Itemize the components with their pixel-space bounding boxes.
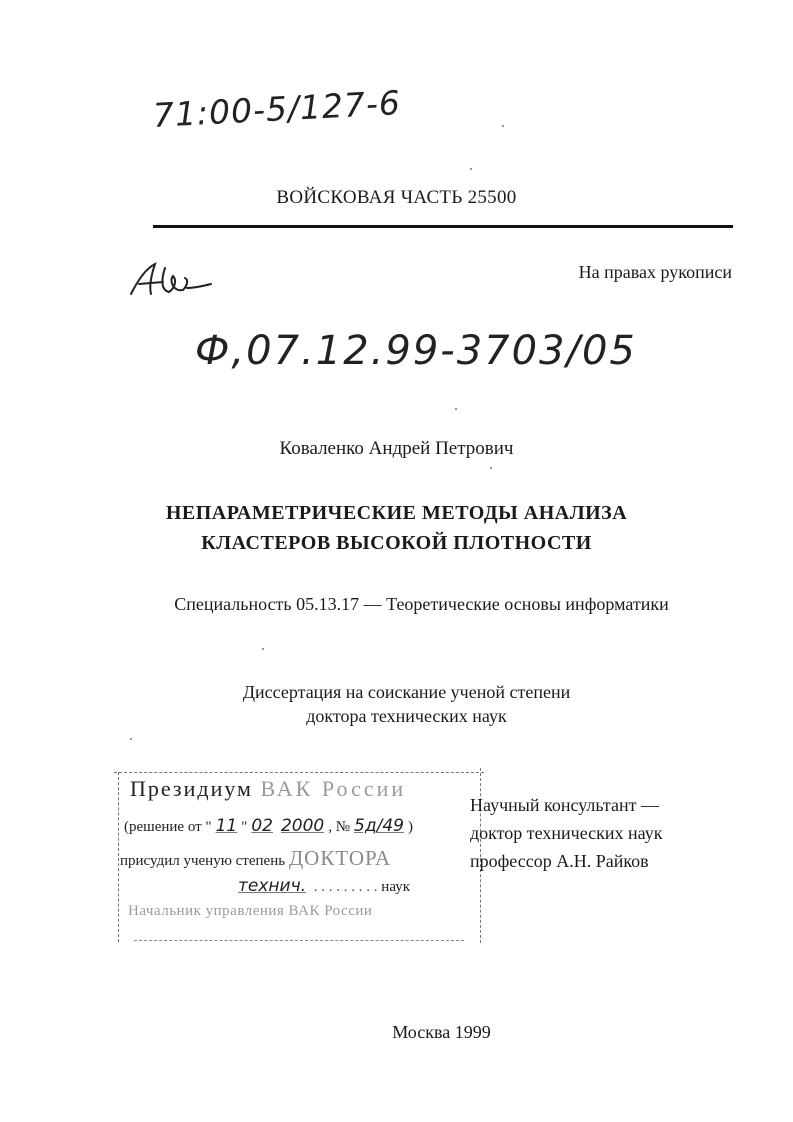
stamp-head-line: Начальник управления ВАК России xyxy=(128,903,373,919)
stamp-decision-suffix: ) xyxy=(407,819,413,835)
stamp-title-vak: ВАК России xyxy=(260,776,407,801)
stamp-awarded-line xyxy=(120,846,391,871)
signature-scribble-icon xyxy=(125,258,215,303)
stamp-field-line xyxy=(234,876,410,896)
dissertation-title xyxy=(0,498,793,558)
stamp-frame-bottom xyxy=(134,940,464,941)
stamp-decision-number: 5д/49 xyxy=(354,816,404,836)
archive-code-handwritten: 71:00-5/127-6 xyxy=(152,83,402,135)
scan-speck xyxy=(470,168,472,170)
specialty: Специальность 05.13.17 — Теоретические основы информатики xyxy=(174,594,669,614)
dissertation-line-2: доктора технических наук xyxy=(306,706,507,726)
rights-note: На правах рукописи xyxy=(578,262,732,282)
vak-stamp xyxy=(104,768,484,948)
stamp-title xyxy=(130,776,406,802)
stamp-title-presidium: Президиум xyxy=(130,776,253,801)
stamp-field-handwritten: технич. xyxy=(238,876,307,896)
scan-speck xyxy=(262,648,264,650)
initials-signature xyxy=(125,258,215,308)
stamp-decision-no-label: , № xyxy=(328,819,351,835)
scan-speck xyxy=(490,467,492,469)
stamp-field-suffix: наук xyxy=(381,879,411,895)
stamp-awarded-text: присудил ученую степень xyxy=(120,853,286,869)
stamp-decision-line xyxy=(124,816,413,836)
stamp-decision-mid: " xyxy=(241,819,248,835)
dissertation-degree xyxy=(0,680,793,728)
registration-number-handwritten: Ф,07.12.99-3703/05 xyxy=(195,328,637,374)
stamp-frame-left xyxy=(118,772,119,942)
stamp-decision-day: 11 xyxy=(215,816,238,836)
scientific-consultant xyxy=(470,791,663,875)
header-rule xyxy=(153,225,733,228)
consultant-line-2: доктор технических наук xyxy=(470,823,663,843)
stamp-decision-month: 02 xyxy=(251,816,273,836)
stamp-decision-year: 2000 xyxy=(280,816,325,836)
consultant-line-3: профессор А.Н. Райков xyxy=(470,851,649,871)
scan-speck xyxy=(130,738,132,740)
consultant-line-1: Научный консультант — xyxy=(470,795,659,815)
title-line-2: КЛАСТЕРОВ ВЫСОКОЙ ПЛОТНОСТИ xyxy=(201,532,592,554)
title-line-1: НЕПАРАМЕТРИЧЕСКИЕ МЕТОДЫ АНАЛИЗА xyxy=(165,502,628,524)
dissertation-line-1: Диссертация на соискание ученой степени xyxy=(242,682,571,702)
scan-speck xyxy=(455,408,457,410)
author-name: Коваленко Андрей Петрович xyxy=(279,438,514,459)
city-year: Москва 1999 xyxy=(392,1022,491,1042)
scan-speck xyxy=(502,125,504,127)
stamp-frame-top xyxy=(114,772,484,773)
organization-name: ВОЙСКОВАЯ ЧАСТЬ 25500 xyxy=(276,187,517,208)
stamp-field-dots: . . . . . . . . . xyxy=(313,879,378,895)
stamp-decision-prefix: (решение от " xyxy=(124,819,212,835)
stamp-awarded-degree: ДОКТОРА xyxy=(288,846,392,870)
